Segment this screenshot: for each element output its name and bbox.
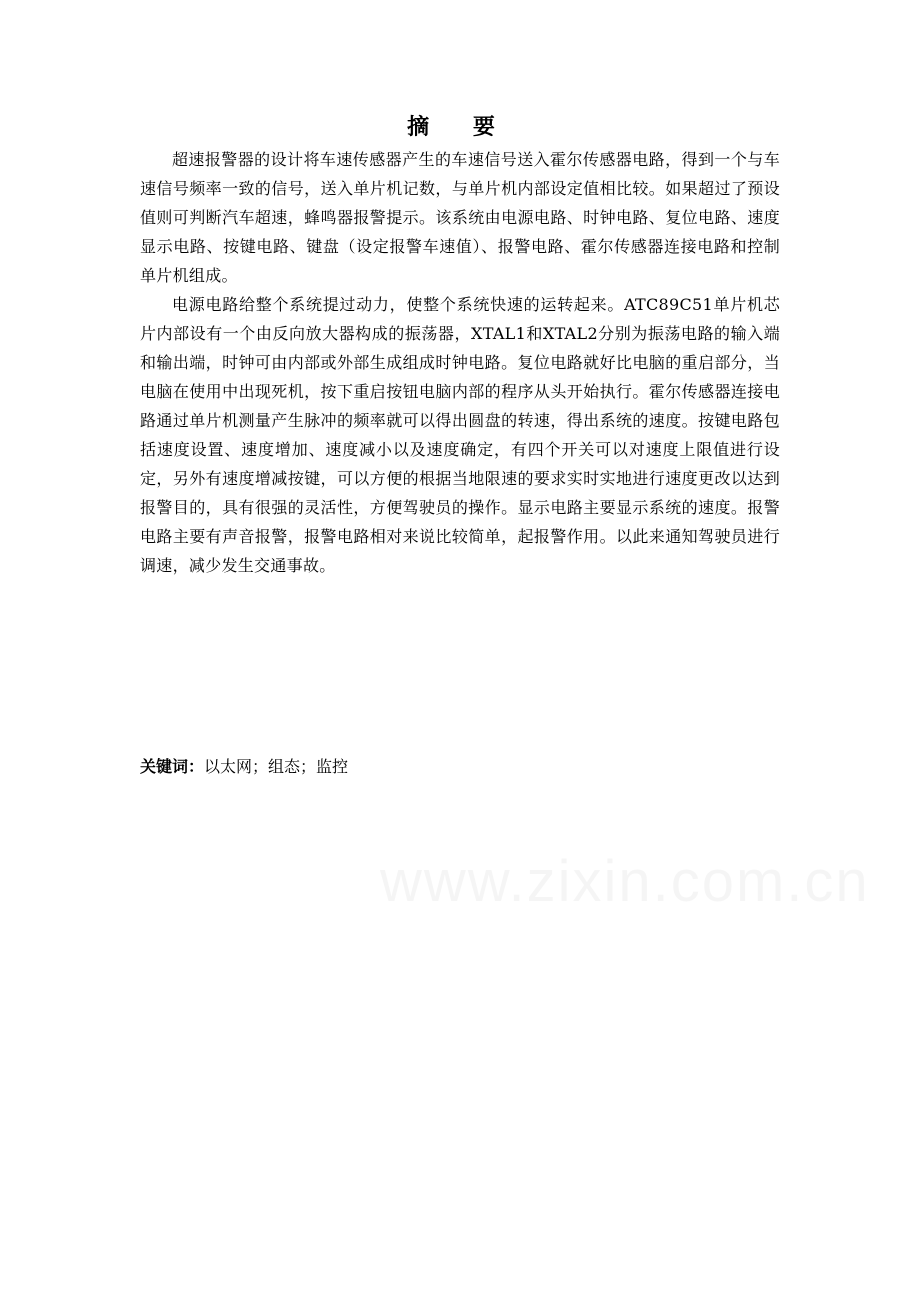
- abstract-paragraph-2: 电源电路给整个系统提过动力，使整个系统快速的运转起来。ATC89C51单片机芯片内部设有一个由反向放大器构成的振荡器，XTAL1和XTAL2分别为振荡电路的输入端和输出端，时钟可由内部或外部生成组成时钟电路。复位电路就好比电脑的重启部分，当电脑在使用中出现死机，按下重启按钮电脑内部的程序从头开始执行。霍尔传感器连接电路通过单片机测量产生脉冲的频率就可以得出圆盘的转速，得出系统的速度。按键电路包括速度设置、速度增加、速度减小以及速度确定，有四个开关可以对速度上限值进行设定，另外有速度增减按键，可以方便的根据当地限速的要求实时实地进行速度更改以达到报警目的，具有很强的灵活性，方便驾驶员的操作。显示电路主要显示系统的速度。报警电路主要有声音报警，报警电路相对来说比较简单，起报警作用。以此来通知驾驶员进行调速，减少发生交通事故。: [140, 295, 780, 575]
- abstract-paragraph-1: 超速报警器的设计将车速传感器产生的车速信号送入霍尔传感器电路，得到一个与车速信号频率一致的信号，送入单片机记数，与单片机内部设定值相比较。如果超过了预设值则可判断汽车超速，蜂鸣器报警提示。该系统由电源电路、时钟电路、复位电路、速度显示电路、按键电路、键盘（设定报警车速值）、报警电路、霍尔传感器连接电路和控制单片机组成。: [140, 150, 780, 285]
- abstract-title: 摘 要: [407, 115, 513, 140]
- keywords-line: [140, 752, 780, 781]
- keywords-value: 以太网；组态；监控: [204, 757, 349, 776]
- keywords-label: 关键词：: [140, 757, 205, 776]
- abstract-body: [140, 145, 780, 580]
- watermark-text: [380, 848, 870, 915]
